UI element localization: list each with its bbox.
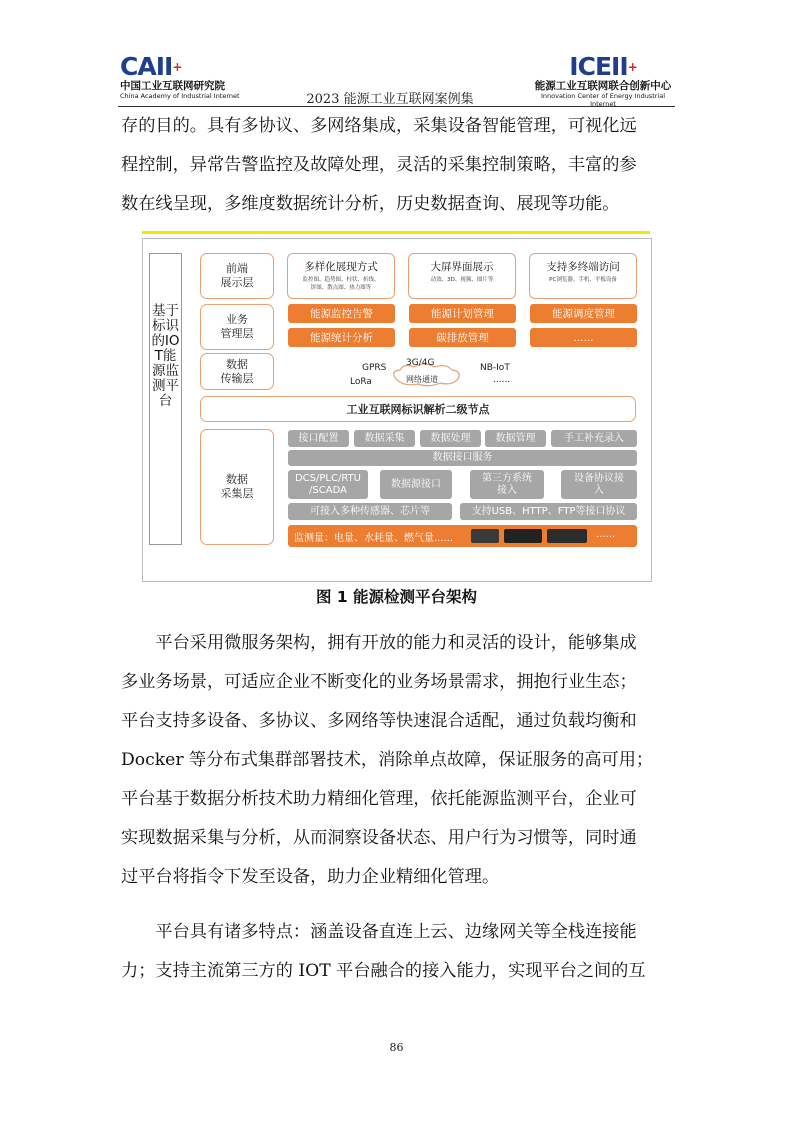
collect-item: 数据采集 xyxy=(354,430,415,447)
platform-label: 基于标识的IOT能源监测平台 xyxy=(149,253,182,545)
layer-label: 前端 展示层 xyxy=(220,262,254,289)
iceii-logo-mark: ICEII xyxy=(569,52,628,81)
meter-icon xyxy=(471,529,499,543)
iceii-logo: ICEII+ 能源工业互联网联合创新中心 Innovation Center of Energy Industrial Internet xyxy=(534,52,672,108)
feature-sub: 监控图、趋势图、柱状、折线、 饼图、散点图、热力图等 xyxy=(302,277,380,291)
collect-source: 设备协议接 入 xyxy=(561,470,637,499)
text-line: 平台具有诸多特点：涵盖设备直连上云、边缘网关等全栈连接能 xyxy=(155,922,637,942)
text-line: 平台支持多设备、多协议、多网络等快速混合适配，通过负载均衡和 xyxy=(121,711,637,731)
business-item: 能源计划管理 xyxy=(409,304,516,323)
layer-label: 业务 管理层 xyxy=(220,313,254,340)
text-line: 平台基于数据分析技术助力精细化管理，依托能源监测平台，企业可 xyxy=(121,789,637,809)
node-bar-label: 工业互联网标识解析二级节点 xyxy=(346,403,490,416)
net-channel: 网络通道 xyxy=(406,375,438,384)
net-3g4g: 3G/4G xyxy=(406,358,435,368)
paragraph-1 xyxy=(121,107,681,224)
business-item: 能源监控告警 xyxy=(288,304,395,323)
feature-card xyxy=(408,253,516,299)
feature-card xyxy=(529,253,637,299)
collect-item: 接口配置 xyxy=(288,430,349,447)
collect-item: 手工补充录入 xyxy=(551,430,637,447)
node-bar xyxy=(200,396,636,422)
layer-business xyxy=(200,304,274,350)
highlight-bar xyxy=(142,231,650,234)
monitor-more: ...... xyxy=(596,529,616,540)
feature-title: 大屏界面展示 xyxy=(430,261,494,273)
feature-sub: 动效、3D、视频、图片等 xyxy=(430,277,494,283)
header-title: 2023 能源工业互联网案例集 xyxy=(306,92,474,107)
layer-label: 数据 传输层 xyxy=(220,357,254,385)
layer-label: 数据 采集层 xyxy=(220,473,254,500)
text-line: 多业务场景，可适应企业不断变化的业务场景需求，拥抱行业生态； xyxy=(121,672,637,692)
feature-card xyxy=(287,253,395,299)
text-line: 存的目的。具有多协议、多网络集成，采集设备智能管理，可视化远 xyxy=(121,116,637,136)
sensor-icon xyxy=(547,529,587,543)
page-number: 86 xyxy=(389,1041,404,1054)
layer-transport xyxy=(200,353,274,390)
network-cluster xyxy=(340,355,540,391)
net-more: ...... xyxy=(493,375,511,385)
text-line: 程控制，异常告警监控及故障处理，灵活的采集控制策略，丰富的参 xyxy=(121,155,637,175)
feature-sub: PC浏览器、手机、平板设备 xyxy=(549,277,617,283)
collect-source: DCS/PLC/RTU /SCADA xyxy=(288,470,368,499)
monitor-label: 监测量：电量、水耗量、燃气量...... xyxy=(294,533,454,544)
layer-collection xyxy=(200,429,274,545)
feature-title: 多样化展现方式 xyxy=(304,261,378,273)
caii-name-cn: 中国工业互联网研究院 xyxy=(120,80,225,92)
collect-source: 数据源接口 xyxy=(380,470,452,499)
business-item: 能源统计分析 xyxy=(288,328,395,347)
layer-display xyxy=(200,253,274,299)
text-line: 数在线呈现，多维度数据统计分析，历史数据查询、展现等功能。 xyxy=(121,194,620,214)
iceii-name-cn: 能源工业互联网联合创新中心 xyxy=(534,80,672,92)
business-item: 碳排放管理 xyxy=(409,328,516,347)
caii-logo-mark: CAII xyxy=(120,52,173,81)
paragraph-2 xyxy=(121,624,681,897)
text-line: 平台采用微服务架构，拥有开放的能力和灵活的设计，能够集成 xyxy=(155,633,637,653)
collect-source: 第三方系统 接入 xyxy=(470,470,544,499)
paragraph-3 xyxy=(121,913,681,991)
text-line: Docker 等分布式集群部署技术，消除单点故障，保证服务的高可用； xyxy=(121,750,654,770)
text-line: 实现数据采集与分析，从而洞察设备状态、用户行为习惯等，同时通 xyxy=(121,828,637,848)
net-nbiot: NB-IoT xyxy=(480,363,510,373)
feature-title: 支持多终端访问 xyxy=(546,261,620,273)
net-gprs: GPRS xyxy=(362,363,387,373)
text-line: 力；支持主流第三方的 IOT 平台融合的接入能力，实现平台之间的互 xyxy=(121,961,646,981)
iceii-name-en: Innovation Center of Energy Industrial Internet xyxy=(540,92,666,108)
figure-caption: 图 1 能源检测平台架构 xyxy=(315,588,478,606)
net-lora: LoRa xyxy=(350,377,372,387)
collect-item: 数据处理 xyxy=(420,430,481,447)
sensor-support: 可接入多种传感器、芯片等 xyxy=(288,503,452,520)
business-item: 能源调度管理 xyxy=(530,304,637,323)
caii-logo: CAII+ 中国工业互联网研究院 China Academy of Industrial Internet xyxy=(120,54,250,100)
data-interface-service: 数据接口服务 xyxy=(288,450,637,466)
caii-name-en: China Academy of Industrial Internet xyxy=(120,92,240,100)
interface-support: 支持USB、HTTP、FTP等接口协议 xyxy=(460,503,637,520)
device-icon xyxy=(504,529,542,543)
text-line: 过平台将指令下发至设备，助力企业精细化管理。 xyxy=(121,867,500,887)
monitor-bar xyxy=(288,525,637,547)
collect-item: 数据管理 xyxy=(485,430,546,447)
business-item: ...... xyxy=(530,328,637,347)
